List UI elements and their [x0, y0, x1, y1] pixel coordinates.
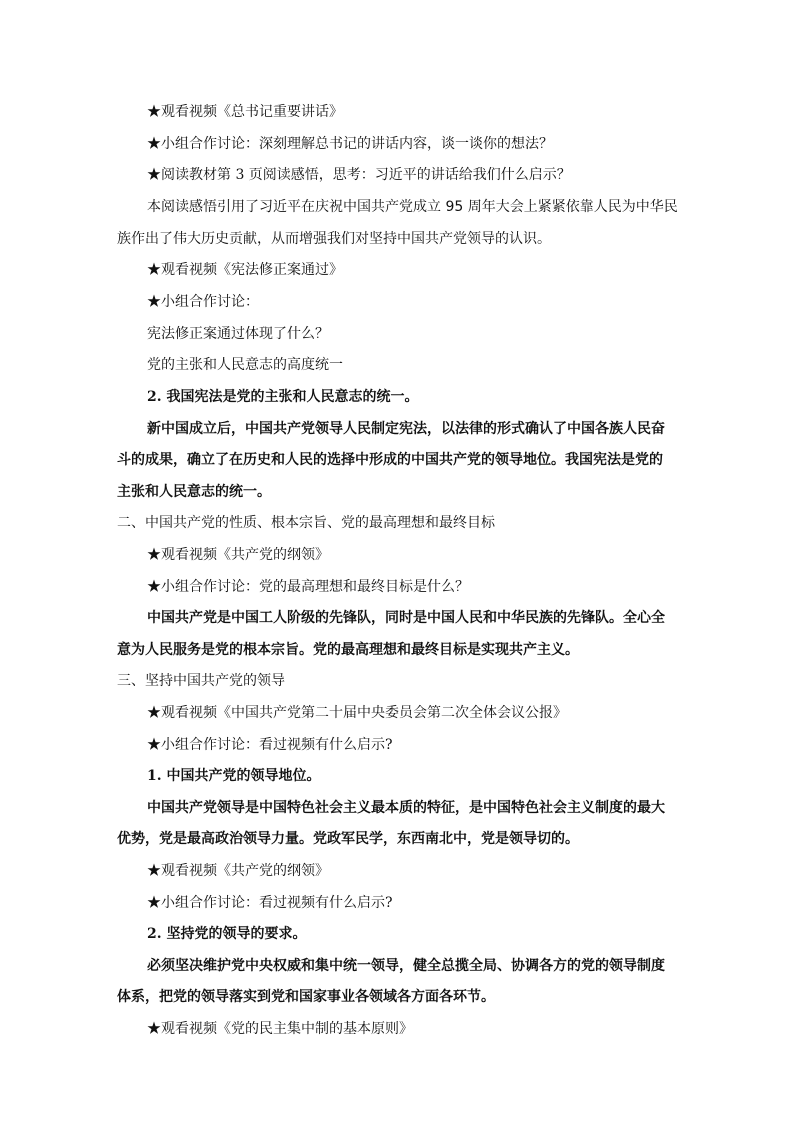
activity-group-discussion-4: ★小组合作讨论：看过视频有什么启示? [147, 737, 393, 753]
activity-watch-video-3: ★观看视频《共产党的纲领》 [147, 547, 329, 563]
discussion-question: 宪法修正案通过体现了什么？ [147, 326, 329, 342]
activity-watch-video-6: ★观看视频《党的民主集中制的基本原则》 [147, 1021, 413, 1037]
requirement-paragraph-line-1: 必须坚决维护党中央权威和集中统一领导，健全总揽全局、协调各方的党的领导制度 [147, 958, 665, 974]
section-heading-1: 1. 中国共产党的领导地位。 [147, 768, 321, 784]
chapter-heading-3: 三、坚持中国共产党的领导 [117, 673, 285, 689]
activity-group-discussion-5: ★小组合作讨论：看过视频有什么启示? [147, 895, 393, 911]
constitution-paragraph-line-3: 主张和人民意志的统一。 [117, 484, 271, 500]
activity-watch-video-5: ★观看视频《共产党的纲领》 [147, 863, 329, 879]
party-nature-paragraph-line-1: 中国共产党是中国工人阶级的先锋队，同时是中国人民和中华民族的先锋队。全心全 [147, 610, 665, 626]
constitution-paragraph-line-1: 新中国成立后，中国共产党领导人民制定宪法，以法律的形式确认了中国各族人民奋 [147, 421, 665, 437]
activity-group-discussion-1: ★小组合作讨论：深刻理解总书记的讲话内容，谈一谈你的想法？ [147, 136, 553, 152]
constitution-paragraph-line-2: 斗的成果，确立了在历史和人民的选择中形成的中国共产党的领导地位。我国宪法是党的 [117, 452, 663, 468]
leadership-paragraph-line-1: 中国共产党领导是中国特色社会主义最本质的特征，是中国特色社会主义制度的最大 [147, 800, 665, 816]
party-nature-paragraph-line-2: 意为人民服务是党的根本宗旨。党的最高理想和最终目标是实现共产主义。 [117, 642, 579, 658]
activity-read-textbook: ★阅读教材第 3 页阅读感悟，思考：习近平的讲话给我们什么启示？ [147, 167, 571, 183]
chapter-heading-2: 二、中国共产党的性质、根本宗旨、党的最高理想和最终目标 [117, 515, 495, 531]
discussion-answer: 党的主张和人民意志的高度统一 [147, 357, 343, 373]
activity-group-discussion-3: ★小组合作讨论：党的最高理想和最终目标是什么？ [147, 579, 469, 595]
requirement-paragraph-line-2: 体系，把党的领导落实到党和国家事业各领域各方面各环节。 [117, 989, 495, 1005]
activity-watch-video-2: ★观看视频《宪法修正案通过》 [147, 262, 343, 278]
reading-paragraph-line-1: 本阅读感悟引用了习近平在庆祝中国共产党成立 95 周年大会上紧紧依靠人民为中华民 [147, 199, 678, 215]
leadership-paragraph-line-2: 优势，党是最高政治领导力量。党政军民学，东西南北中，党是领导切的。 [117, 831, 579, 847]
section-heading-2b: 2. 坚持党的领导的要求。 [147, 926, 307, 942]
activity-watch-video-4: ★观看视频《中国共产党第二十届中央委员会第二次全体会议公报》 [147, 705, 567, 721]
activity-group-discussion-2: ★小组合作讨论： [147, 294, 259, 310]
activity-watch-video-1: ★观看视频《总书记重要讲话》 [147, 104, 343, 120]
reading-paragraph-line-2: 族作出了伟大历史贡献，从而增强我们对坚持中国共产党领导的认识。 [117, 231, 551, 247]
section-heading-2: 2. 我国宪法是党的主张和人民意志的统一。 [147, 389, 419, 405]
